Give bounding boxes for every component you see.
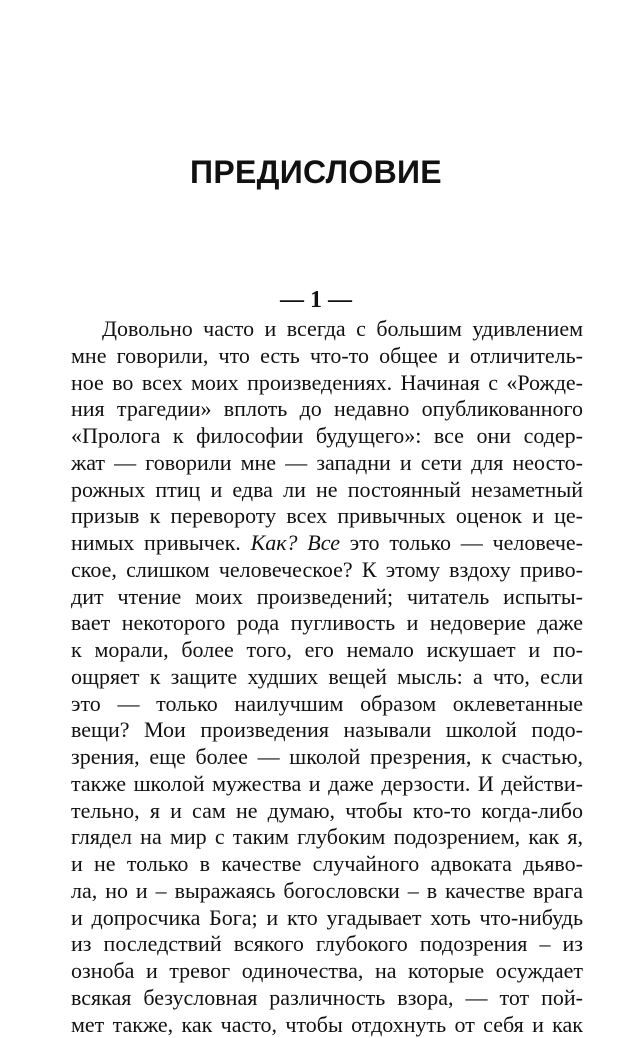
text-line <box>71 530 583 557</box>
text-run: дит чтение моих произведений; читатель испыты- <box>71 584 583 609</box>
body-paragraph <box>71 316 583 1038</box>
text-run: жат — говорили мне — западни и сети для неосто- <box>71 450 583 475</box>
text-run: и не только в качестве случайного адвоката дьяво- <box>71 851 583 876</box>
text-line <box>71 824 583 851</box>
text-line <box>71 477 583 504</box>
text-run: глядел на мир с таким глубоким подозрением, как я, <box>71 824 583 849</box>
text-run: «Пролога к философии будущего»: все они содер- <box>71 423 583 448</box>
text-line <box>71 798 583 825</box>
text-run: ощряет к защите худших вещей мысль: а что, если <box>71 664 583 689</box>
text-line <box>71 396 583 423</box>
text-run: мет также, как часто, чтобы отдохнуть от себя и как <box>71 1012 583 1037</box>
text-line <box>71 637 583 664</box>
text-line <box>71 931 583 958</box>
text-line <box>71 851 583 878</box>
text-run: из последствий всякого глубокого подозрения – из <box>71 931 583 956</box>
text-run: это только — человече- <box>340 530 583 555</box>
text-line <box>71 557 583 584</box>
text-line <box>71 771 583 798</box>
text-line <box>71 610 583 637</box>
text-run: призыв к перевороту всех привычных оценок и це- <box>71 503 583 528</box>
text-line <box>71 503 583 530</box>
text-line <box>71 878 583 905</box>
text-run: это — только наилучшим образом оклеветанные <box>71 691 583 716</box>
text-line <box>71 1012 583 1038</box>
text-line <box>71 691 583 718</box>
text-run: к морали, более того, его немало искушает и по- <box>71 637 583 662</box>
text-run: ния трагедии» вплоть до недавно опубликованного <box>71 396 583 421</box>
text-run: нимых привычек. <box>71 530 251 555</box>
text-line <box>71 423 583 450</box>
text-line <box>71 584 583 611</box>
text-run: рожных птиц и едва ли не постоянный незаметный <box>71 477 583 502</box>
text-run: мне говорили, что есть что-то общее и отличитель- <box>71 343 583 368</box>
text-run: всякая безусловная различность взора, — тот пой- <box>71 985 583 1010</box>
text-run: тельно, я и сам не думаю, чтобы кто-то когда-либо <box>71 798 583 823</box>
text-line <box>71 717 583 744</box>
text-line <box>71 664 583 691</box>
text-line <box>71 450 583 477</box>
text-run: Довольно часто и всегда с большим удивлением <box>102 316 583 341</box>
text-line <box>71 370 583 397</box>
text-run: и допросчика Бога; и кто угадывает хоть что-нибудь <box>71 905 583 930</box>
section-number: — 1 — <box>0 286 632 314</box>
text-line <box>71 316 583 343</box>
text-line <box>71 905 583 932</box>
text-run: озноба и тревог одиночества, на которые осуждает <box>71 958 583 983</box>
text-run: ла, но и – выражаясь богословски – в качестве врага <box>71 878 583 903</box>
text-run: также школой мужества и даже дерзости. И действи- <box>71 771 583 796</box>
text-run: вает некоторого рода пугливость и недоверие даже <box>71 610 583 635</box>
text-run: вещи? Мои произведения называли школой подо- <box>71 717 583 742</box>
text-run: ное во всех моих произведениях. Начиная с «Рожде- <box>71 370 583 395</box>
text-line <box>71 958 583 985</box>
text-run: ское, слишком человеческое? К этому вздоху приво- <box>71 557 583 582</box>
italic-text-run: Как? Все <box>251 530 340 555</box>
text-run: зрения, еще более — школой презрения, к счастью, <box>71 744 583 769</box>
text-line <box>71 744 583 771</box>
text-line <box>71 343 583 370</box>
text-line <box>71 985 583 1012</box>
chapter-heading: ПРЕДИСЛОВИЕ <box>0 152 632 192</box>
